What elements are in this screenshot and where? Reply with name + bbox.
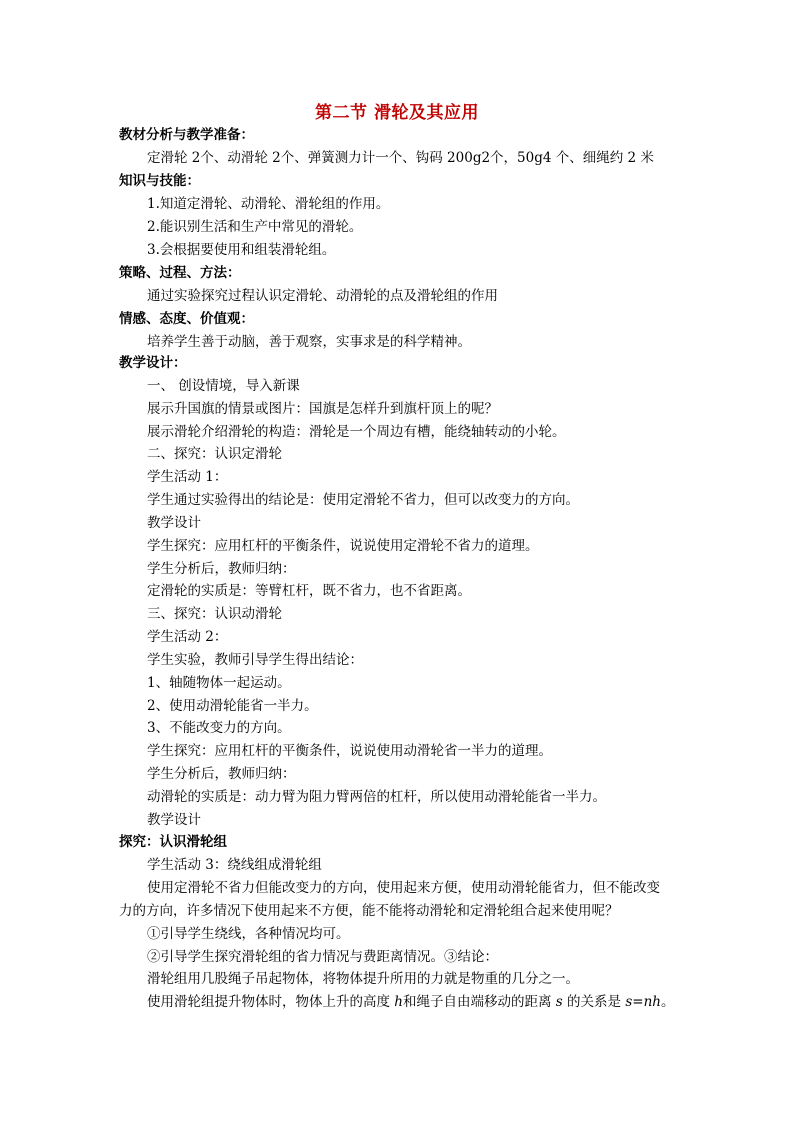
knowledge-item: 2.能识别生活和生产中常见的滑轮。 bbox=[147, 219, 363, 235]
formula: s=nh bbox=[625, 994, 661, 1010]
design-line: 学生实验，教师引导学生得出结论： bbox=[147, 652, 363, 668]
design-line: 三、探究：认识动滑轮 bbox=[147, 606, 282, 622]
relation-text-a: 使用滑轮组提升物体时，物体上升的高度 bbox=[147, 994, 395, 1010]
design-line: 定滑轮的实质是：等臂杠杆，既不省力，也不省距离。 bbox=[147, 583, 471, 599]
design-line: 学生活动 2： bbox=[147, 629, 228, 645]
design-line: 学生分析后，教师归纳： bbox=[147, 766, 296, 782]
design-line: 学生活动 1： bbox=[147, 469, 228, 485]
pulley-line: ②引导学生探究滑轮组的省力情况与费距离情况。③结论： bbox=[147, 949, 498, 965]
strategy-heading: 策略、过程、方法： bbox=[119, 265, 241, 281]
design-heading: 教学设计： bbox=[119, 355, 187, 371]
relation-text-d: 。 bbox=[660, 994, 675, 1010]
design-line: 展示滑轮介绍滑轮的构造：滑轮是一个周边有槽，能绕轴转动的小轮。 bbox=[147, 424, 566, 440]
strategy-text: 通过实验探究过程认识定滑轮、动滑轮的点及滑轮组的作用 bbox=[147, 288, 498, 304]
emotion-text: 培养学生善于动脑，善于观察，实事求是的科学精神。 bbox=[147, 334, 471, 350]
pulley-group-heading: 探究：认识滑轮组 bbox=[119, 834, 227, 850]
knowledge-item: 3.会根据要使用和组装滑轮组。 bbox=[147, 242, 336, 258]
pulley-line: 力的方向，许多情况下使用起来不方便，能不能将动滑轮和定滑轮组合起来使用呢？ bbox=[119, 903, 619, 919]
page-title: 第二节 滑轮及其应用 bbox=[315, 103, 479, 123]
variable-s: s bbox=[555, 994, 563, 1010]
relation-text-c: 的关系是 bbox=[562, 994, 626, 1010]
emotion-heading: 情感、态度、价值观： bbox=[119, 311, 254, 327]
pulley-line: 学生活动 3：绕线组成滑轮组 bbox=[147, 857, 322, 873]
design-line: 3、不能改变力的方向。 bbox=[147, 720, 291, 736]
design-line: 动滑轮的实质是：动力臂为阻力臂两倍的杠杆，所以使用动滑轮能省一半力。 bbox=[147, 789, 606, 805]
knowledge-item: 1.知道定滑轮、动滑轮、滑轮组的作用。 bbox=[147, 196, 390, 212]
design-line: 教学设计 bbox=[147, 812, 201, 828]
design-line: 学生分析后，教师归纳： bbox=[147, 561, 296, 577]
relation-line bbox=[147, 993, 674, 1011]
pulley-line: 滑轮组用几股绳子吊起物体，将物体提升所用的力就是物重的几分之一。 bbox=[147, 971, 579, 987]
design-line: 学生通过实验得出的结论是：使用定滑轮不省力，但可以改变力的方向。 bbox=[147, 492, 579, 508]
design-line: 学生探究：应用杠杆的平衡条件，说说使用动滑轮省一半力的道理。 bbox=[147, 743, 552, 759]
materials-text: 定滑轮 2个、动滑轮 2个、弹簧测力计一个、钩码 200g2个，50g4 个、细绳约 2 米 bbox=[147, 150, 654, 166]
materials-heading: 教材分析与教学准备： bbox=[119, 127, 254, 143]
design-line: 一、 创设情境，导入新课 bbox=[147, 378, 300, 394]
design-line: 1、轴随物体一起运动。 bbox=[147, 675, 291, 691]
knowledge-heading: 知识与技能： bbox=[119, 173, 200, 189]
design-line: 展示升国旗的情景或图片：国旗是怎样升到旗杆顶上的呢？ bbox=[147, 401, 498, 417]
relation-text-b: 和绳子自由端移动的距离 bbox=[403, 994, 556, 1010]
design-line: 学生探究：应用杠杆的平衡条件，说说使用定滑轮不省力的道理。 bbox=[147, 538, 539, 554]
design-line: 教学设计 bbox=[147, 515, 201, 531]
design-line: 2、使用动滑轮能省一半力。 bbox=[147, 698, 318, 714]
design-line: 二、探究：认识定滑轮 bbox=[147, 446, 282, 462]
pulley-line: ①引导学生绕线，各种情况均可。 bbox=[147, 926, 350, 942]
variable-h: h bbox=[394, 994, 403, 1010]
pulley-line: 使用定滑轮不省力但能改变力的方向，使用起来方便，使用动滑轮能省力，但不能改变 bbox=[147, 880, 660, 896]
